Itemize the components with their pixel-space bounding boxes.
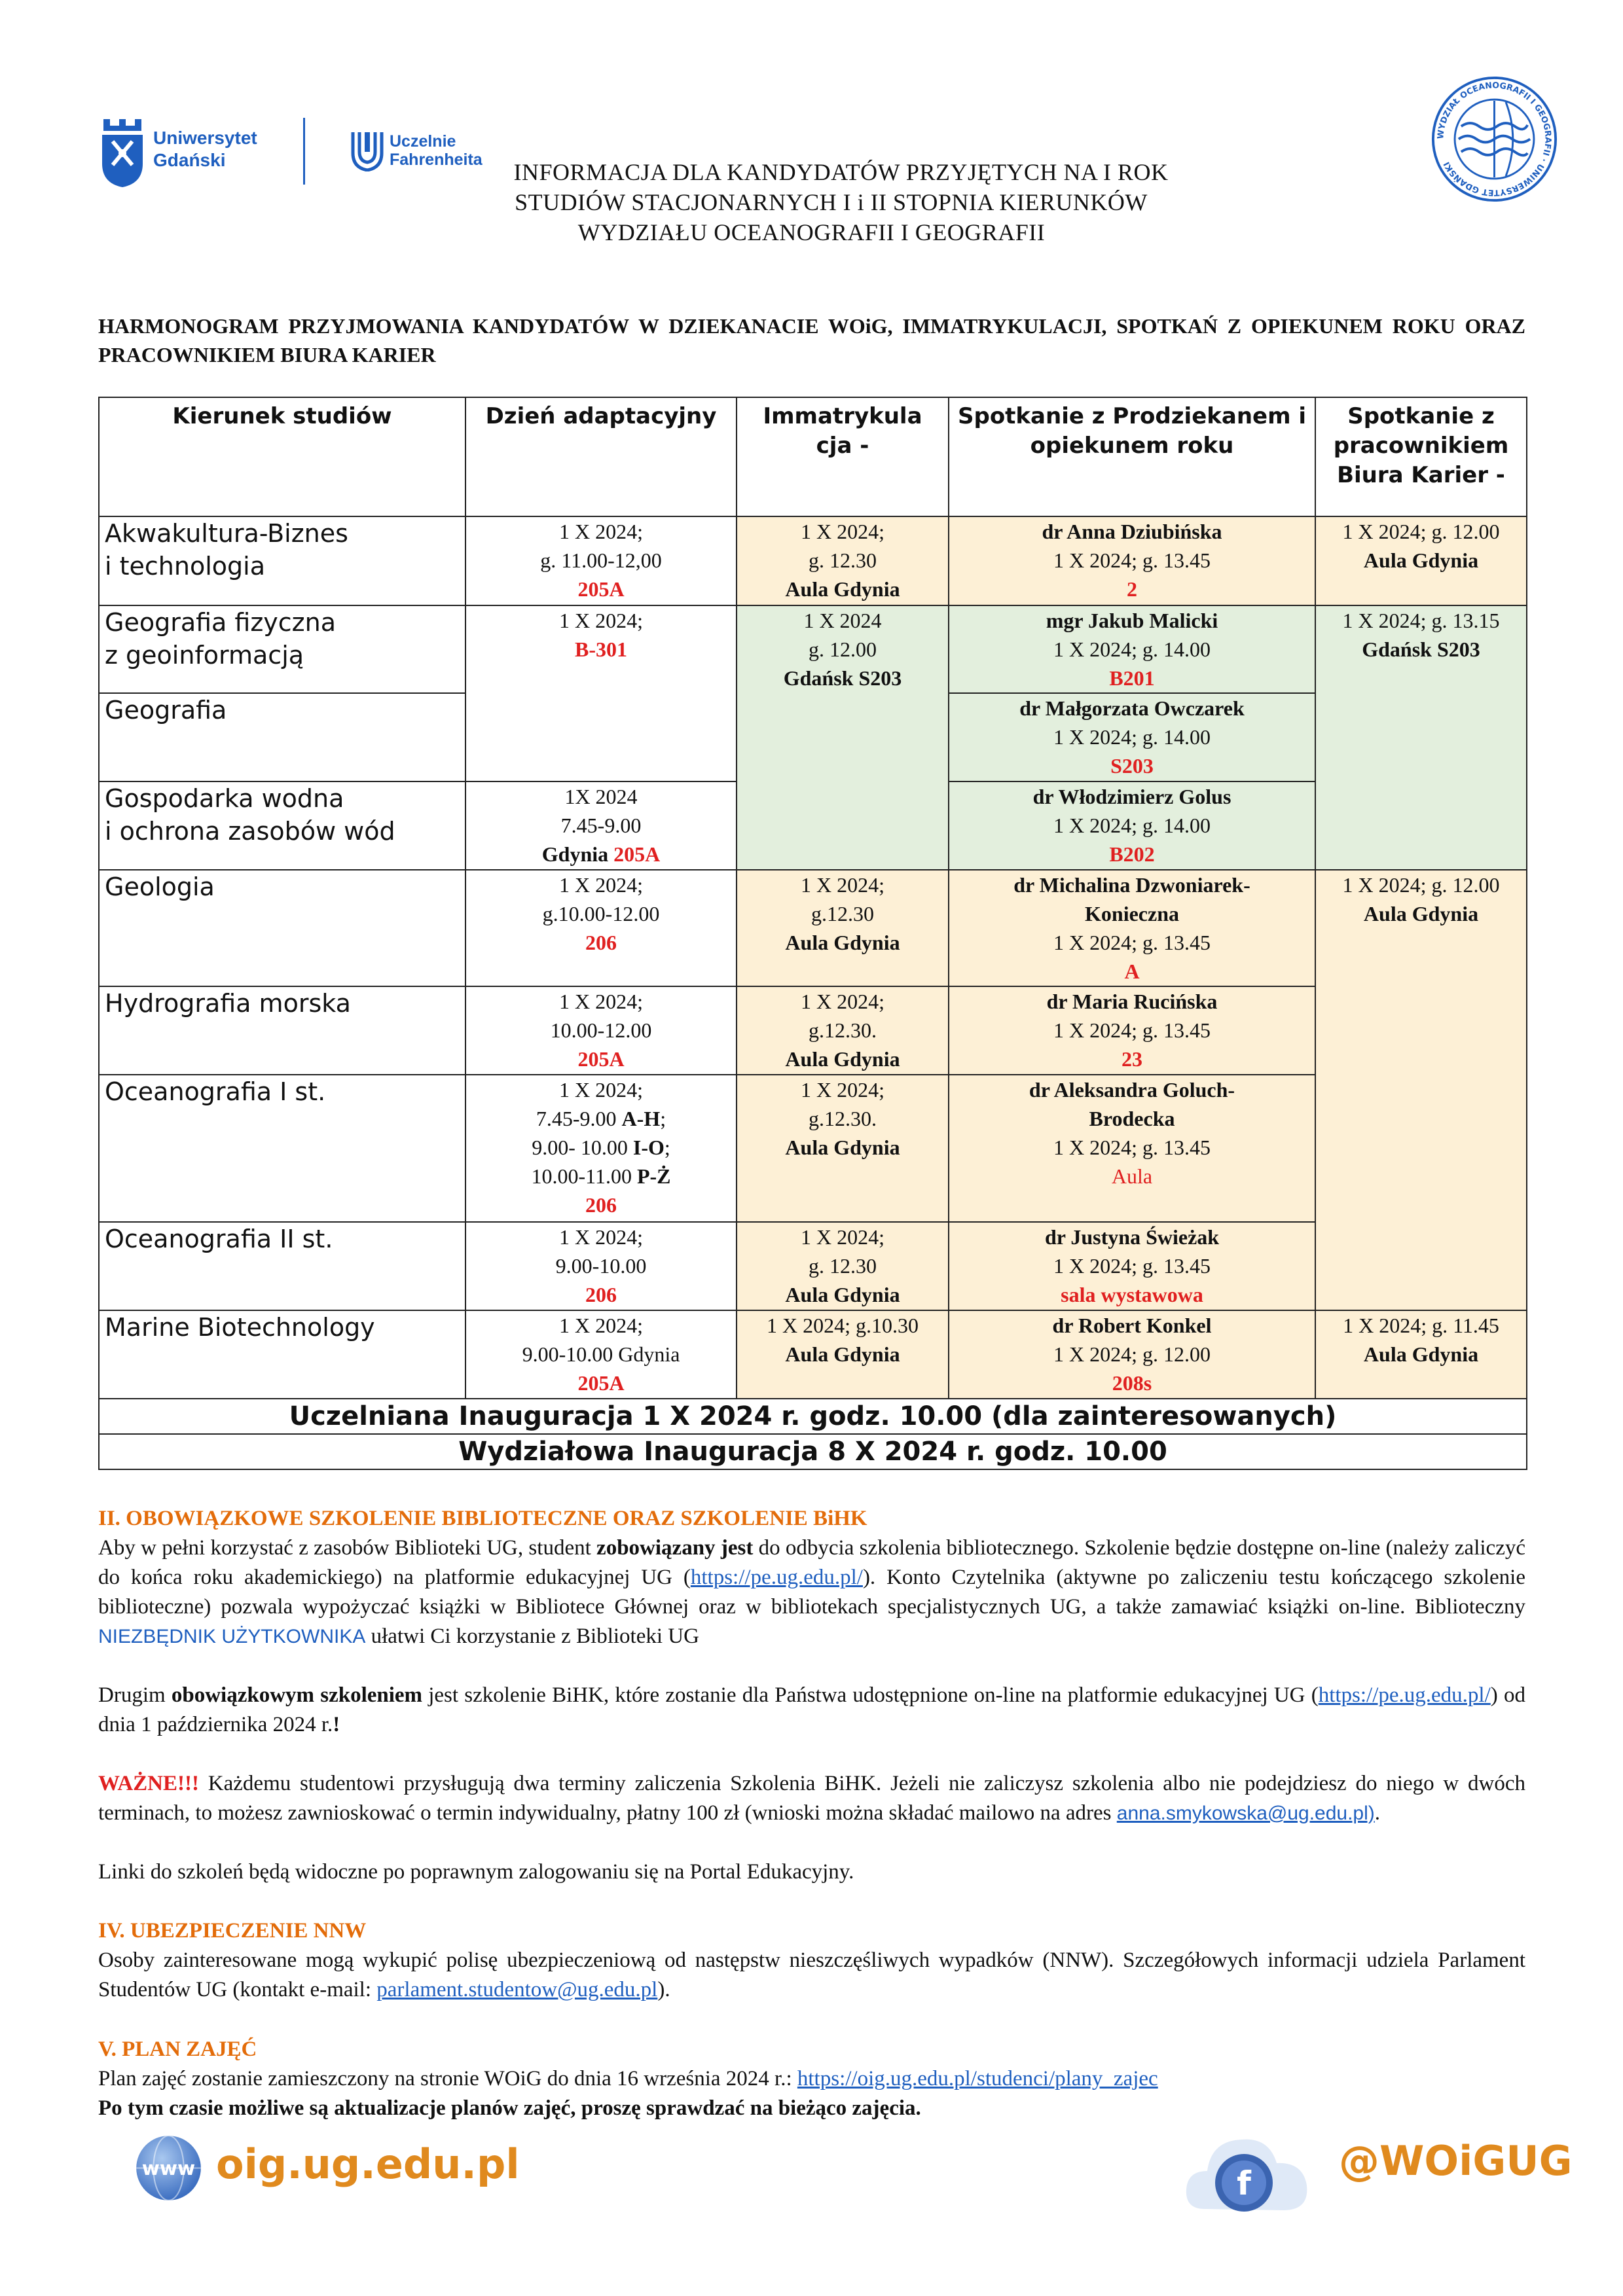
inauguration-row	[99, 1399, 1527, 1434]
section5-paragraph2: Po tym czasie możliwe są aktualizacje planów zajęć, proszę sprawdzać na bieżąco zajęcia.	[98, 2096, 921, 2120]
kierunek-cell: Geografia fizyczna z geoinformacją	[99, 605, 465, 693]
spotkanie-cell: dr Aleksandra Goluch- Brodecka 1 X 2024; g. 13.45 Aula	[949, 1075, 1315, 1222]
section4-title: IV. UBEZPIECZENIE NNW	[98, 1919, 367, 1943]
adapt-cell: 1 X 2024; B-301	[465, 605, 737, 781]
adapt-cell: 1 X 2024; g. 11.00-12,00 205A	[465, 516, 737, 605]
adapt-cell: 1 X 2024; g.10.00-12.00 206	[465, 870, 737, 986]
uf-logo-line1: Uczelnie	[390, 132, 456, 151]
imm-cell: 1 X 2024; g.12.30. Aula Gdynia	[737, 1075, 949, 1222]
spotkanie-cell: dr Maria Rucińska 1 X 2024; g. 13.45 23	[949, 986, 1315, 1075]
spotkanie-cell: dr Włodzimierz Golus 1 X 2024; g. 14.00 B202	[949, 781, 1315, 870]
website-link[interactable]: oig.ug.edu.pl	[216, 2140, 520, 2188]
spotkanie-cell: dr Robert Konkel 1 X 2024; g. 12.00 208s	[949, 1310, 1315, 1399]
globe-icon	[134, 2134, 203, 2202]
section2-title: II. OBOWIĄZKOWE SZKOLENIE BIBLIOTECZNE ORAZ SZKOLENIE BiHK	[98, 1507, 867, 1530]
header-spotkanie-biuro: Spotkanie z pracownikiem Biura Karier -	[1315, 397, 1527, 516]
kierunek-cell: Akwakultura-Biznes i technologia	[99, 516, 465, 605]
spotkanie-cell: mgr Jakub Malicki 1 X 2024; g. 14.00 B201	[949, 605, 1315, 693]
table-row	[99, 870, 1527, 986]
imm-cell: 1 X 2024; g.10.30 Aula Gdynia	[737, 1310, 949, 1399]
email-parlament-link[interactable]: parlament.studentow@ug.edu.pl	[376, 1978, 658, 2001]
seal-text: WYDZIAŁ OCEANOGRAFII I GEOGRAFII · UNIWERSYTET GDAŃSKI	[1435, 80, 1554, 198]
section5-title: V. PLAN ZAJĘĆ	[98, 2037, 257, 2061]
table-row	[99, 1310, 1527, 1399]
biuro-cell: 1 X 2024; g. 12.00 Aula Gdynia	[1315, 870, 1527, 1310]
biuro-cell: 1 X 2024; g. 12.00 Aula Gdynia	[1315, 516, 1527, 605]
adapt-cell: 1 X 2024; 10.00-12.00 205A	[465, 986, 737, 1075]
table-row	[99, 1075, 1527, 1222]
header-spotkanie-prodziekan: Spotkanie z Prodziekanem i opiekunem roku	[949, 397, 1315, 516]
email-smykowska-link[interactable]: anna.smykowska@ug.edu.pl)	[1116, 1803, 1375, 1824]
section2-paragraph3: WAŻNE!!! Każdemu studentowi przysługują dwa terminy zaliczenia Szkolenia BiHK. Jeżeli nie zaliczysz szkolenia albo nie podejdziesz do niego w dwóch terminach, to możesz zawnioskować o termin indywidualny, płatny 100 zł (wnioski można składać mailowo na adres anna.smykowska@ug.edu.pl).	[98, 1772, 1525, 1825]
section-library-training	[98, 1504, 1525, 1887]
spotkanie-cell: dr Michalina Dzwoniarek- Konieczna 1 X 2024; g. 13.45 A	[949, 870, 1315, 986]
header-immatrykulacja: Immatrykula cja -	[737, 397, 949, 516]
spotkanie-cell: dr Małgorzata Owczarek 1 X 2024; g. 14.00 S203	[949, 693, 1315, 781]
table-row	[99, 516, 1527, 605]
inauguration-row	[99, 1434, 1527, 1469]
niezbednik-link[interactable]: NIEZBĘDNIK UŻYTKOWNIKA	[98, 1626, 366, 1647]
adapt-cell: 1X 2024 7.45-9.00 Gdynia 205A	[465, 781, 737, 870]
imm-cell: 1 X 2024; g.12.30 Aula Gdynia	[737, 870, 949, 986]
kierunek-cell: Geologia	[99, 870, 465, 986]
header-dzien: Dzień adaptacyjny	[465, 397, 737, 516]
inauguration-faculty: Wydziałowa Inauguracja 8 X 2024 r. godz. 10.00	[99, 1434, 1527, 1469]
imm-cell: 1 X 2024; g. 12.30 Aula Gdynia	[737, 516, 949, 605]
kierunek-cell: Geografia	[99, 693, 465, 781]
plany-zajec-link[interactable]: https://oig.ug.edu.pl/studenci/plany_zajec	[797, 2067, 1158, 2090]
www-label: www	[141, 2157, 196, 2179]
header-line1: INFORMACJA DLA KANDYDATÓW PRZYJĘTYCH NA I ROK	[513, 159, 1169, 185]
section-insurance	[98, 1916, 1525, 2005]
table-row	[99, 605, 1527, 693]
section2-paragraph4: Linki do szkoleń będą widoczne po poprawnym zalogowaniu się na Portal Edukacyjny.	[98, 1860, 854, 1884]
adapt-cell: 1 X 2024; 7.45-9.00 A-H; 9.00- 10.00 I-O; 10.00-11.00 P-Ż 206	[465, 1075, 737, 1222]
document-header	[0, 157, 1623, 247]
spotkanie-cell: dr Anna Dziubińska 1 X 2024; g. 13.45 2	[949, 516, 1315, 605]
header-line3: WYDZIAŁU OCEANOGRAFII I GEOGRAFII	[577, 219, 1046, 245]
facebook-handle[interactable]: @WOiGUG	[1339, 2137, 1573, 2185]
imm-cell: 1 X 2024; g. 12.30 Aula Gdynia	[737, 1222, 949, 1310]
ug-logo-line2: Gdański	[153, 150, 226, 170]
harmonogram-title: HARMONOGRAM PRZYJMOWANIA KANDYDATÓW W DZIEKANACIE WOiG, IMMATRYKULACJI, SPOTKAŃ Z OPIEKUNEM ROKU ORAZ PRACOWNIKIEM BIURA KARIER	[98, 314, 1525, 367]
kierunek-cell: Oceanografia I st.	[99, 1075, 465, 1222]
schedule-table	[98, 397, 1527, 1470]
kierunek-cell: Gospodarka wodna i ochrona zasobów wód	[99, 781, 465, 870]
pe-link[interactable]: https://pe.ug.edu.pl/	[690, 1566, 863, 1589]
section-schedule	[98, 2035, 1525, 2123]
kierunek-cell: Marine Biotechnology	[99, 1310, 465, 1399]
imm-cell: 1 X 2024 g. 12.00 Gdańsk S203	[737, 605, 949, 870]
table-header-row	[99, 397, 1527, 516]
section4-paragraph: Osoby zainteresowane mogą wykupić polisę ubezpieczeniową od następstw nieszczęśliwych wypadków (NNW). Szczegółowych informacji udziela Parlament Studentów UG (kontakt e-mail: parlament.studentow@ug.edu.pl).	[98, 1948, 1525, 2001]
facebook-cloud-icon	[1178, 2111, 1322, 2235]
header-kierunek: Kierunek studiów	[99, 397, 465, 516]
uf-logo-line2: Fahrenheita	[390, 151, 483, 169]
biuro-cell: 1 X 2024; g. 13.15 Gdańsk S203	[1315, 605, 1527, 870]
biuro-cell: 1 X 2024; g. 11.45 Aula Gdynia	[1315, 1310, 1527, 1399]
inauguration-university: Uczelniana Inauguracja 1 X 2024 r. godz. 10.00 (dla zainteresowanych)	[99, 1399, 1527, 1434]
facebook-letter: f	[1237, 2164, 1251, 2202]
section5-paragraph1: Plan zajęć zostanie zamieszczony na stronie WOiG do dnia 16 września 2024 r.: https://oig.ug.edu.pl/studenci/plany_zajec	[98, 2067, 1158, 2090]
adapt-cell: 1 X 2024; 9.00-10.00 206	[465, 1222, 737, 1310]
table-row	[99, 1222, 1527, 1310]
pe-link-2[interactable]: https://pe.ug.edu.pl/	[1318, 1683, 1491, 1707]
section2-paragraph2: Drugim obowiązkowym szkoleniem jest szkolenie BiHK, które zostanie dla Państwa udostępnione on-line na platformie edukacyjnej UG (https://pe.ug.edu.pl/) od dnia 1 października 2024 r.!	[98, 1683, 1525, 1736]
imm-cell: 1 X 2024; g.12.30. Aula Gdynia	[737, 986, 949, 1075]
kierunek-cell: Hydrografia morska	[99, 986, 465, 1075]
spotkanie-cell: dr Justyna Świeżak 1 X 2024; g. 13.45 sala wystawowa	[949, 1222, 1315, 1310]
adapt-cell: 1 X 2024; 9.00-10.00 Gdynia 205A	[465, 1310, 737, 1399]
kierunek-cell: Oceanografia II st.	[99, 1222, 465, 1310]
header-line2: STUDIÓW STACJONARNYCH I i II STOPNIA KIERUNKÓW	[515, 189, 1148, 215]
ug-logo-line1: Uniwersytet	[153, 128, 257, 148]
section2-paragraph1: Aby w pełni korzystać z zasobów Biblioteki UG, student zobowiązany jest do odbycia szkolenia bibliotecznego. Szkolenie będzie dostępne on-line (należy zaliczyć do końca roku akademickiego) na platformie edukacyjnej UG (https://pe.ug.edu.pl/). Konto Czytelnika (aktywne po zaliczeniu testu kończącego szkolenie biblioteczne) pozwala wypożyczać książki w Bibliotece Głównej oraz w bibliotekach specjalistycznych UG, a także zamawiać książki on-line. Biblioteczny NIEZBĘDNIK UŻYTKOWNIKA ułatwi Ci korzystanie z Biblioteki UG	[98, 1536, 1526, 1648]
table-row	[99, 986, 1527, 1075]
